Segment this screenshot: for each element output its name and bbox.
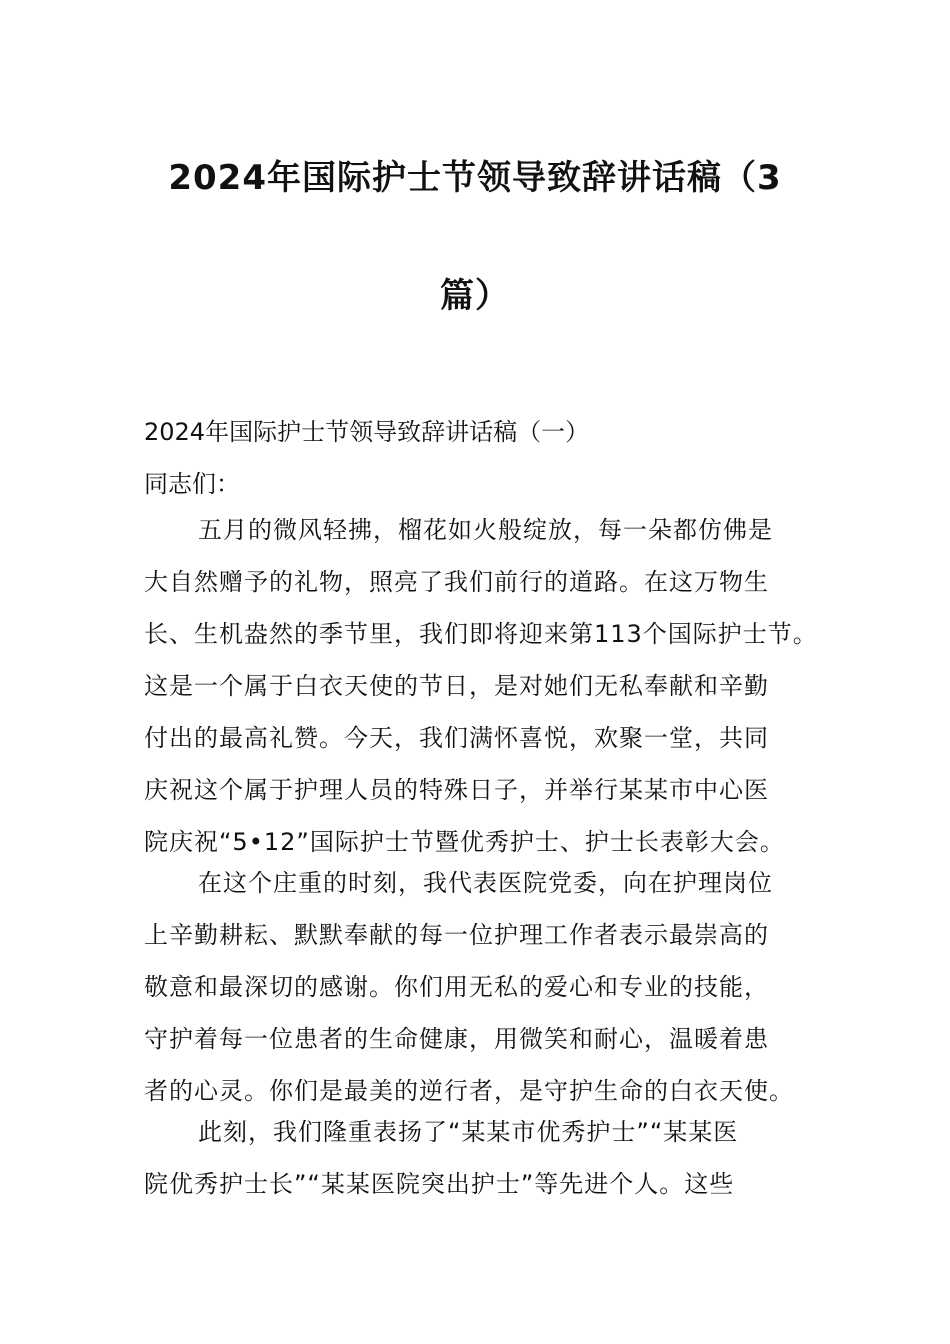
paragraph-line: 院优秀护士长”“某某医院突出护士”等先进个人。这些: [144, 1170, 735, 1198]
document-title-line-1: 2024年国际护士节领导致辞讲话稿（3: [168, 158, 782, 198]
document-title-line-2: 篇）: [440, 276, 510, 316]
paragraph-line: 这是一个属于白衣天使的节日，是对她们无私奉献和辛勤: [144, 672, 769, 700]
paragraph-2: [144, 857, 824, 1117]
paragraph-line: 此刻，我们隆重表扬了“某某市优秀护士”“某某医: [198, 1118, 739, 1146]
paragraph-line: 付出的最高礼赞。今天，我们满怀喜悦，欢聚一堂，共同: [144, 724, 769, 752]
paragraph-line: 庆祝这个属于护理人员的特殊日子，并举行某某市中心医: [144, 776, 769, 804]
paragraph-line: 上辛勤耕耘、默默奉献的每一位护理工作者表示最崇高的: [144, 921, 769, 949]
paragraph-3: [144, 1106, 824, 1210]
salutation: 同志们：: [144, 470, 240, 498]
paragraph-line: 敬意和最深切的感谢。你们用无私的爱心和专业的技能，: [144, 973, 769, 1001]
paragraph-line: 大自然赠予的礼物，照亮了我们前行的道路。在这万物生: [144, 568, 769, 596]
paragraph-line: 者的心灵。你们是最美的逆行者，是守护生命的白衣天使。: [144, 1077, 794, 1105]
paragraph-line: 守护着每一位患者的生命健康，用微笑和耐心，温暖着患: [144, 1025, 769, 1053]
paragraph-line: 在这个庄重的时刻，我代表医院党委，向在护理岗位: [198, 869, 773, 897]
paragraph-line: 长、生机盎然的季节里，我们即将迎来第113个国际护士节。: [144, 620, 818, 648]
section-heading: 2024年国际护士节领导致辞讲话稿（一）: [144, 418, 590, 446]
paragraph-line: 院庆祝“5•12”国际护士节暨优秀护士、护士长表彰大会。: [144, 828, 785, 856]
paragraph-line: 五月的微风轻拂，榴花如火般绽放，每一朵都仿佛是: [198, 516, 773, 544]
paragraph-1: [144, 504, 824, 868]
